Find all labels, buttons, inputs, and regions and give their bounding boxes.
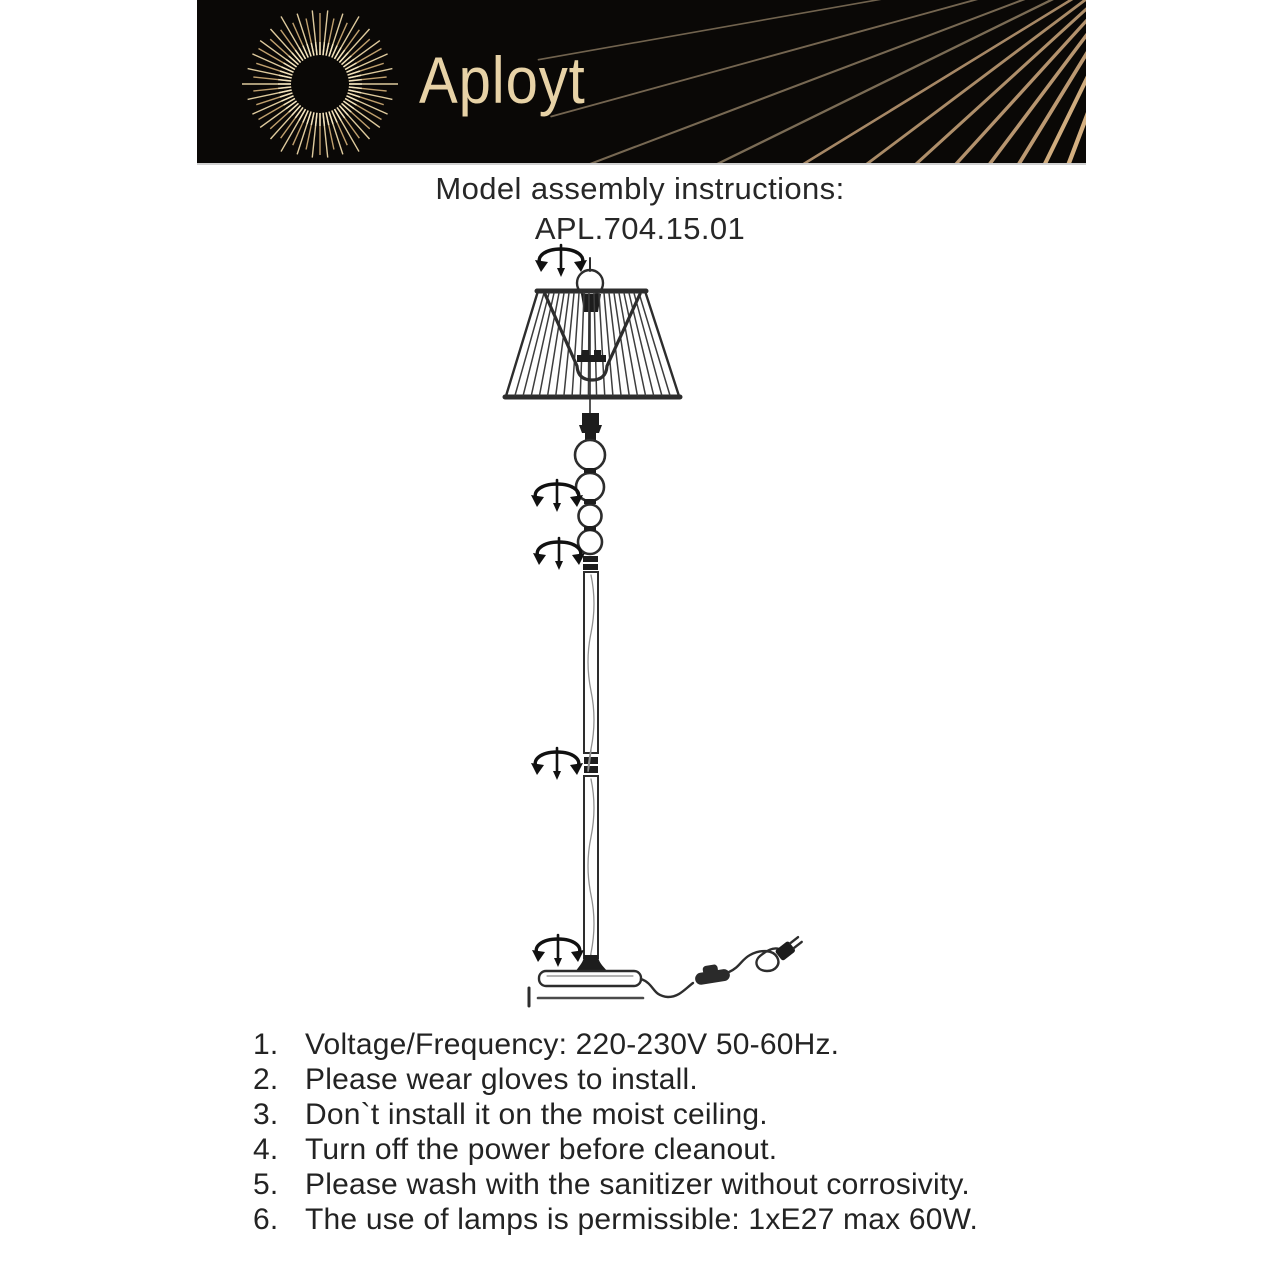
glass-sphere — [578, 530, 602, 554]
sphere-joint — [584, 468, 596, 473]
instruction-item — [253, 1062, 978, 1097]
brand-name: Aployt — [419, 43, 586, 117]
rotate-arrow-icon — [531, 748, 583, 780]
item-text: Please wear gloves to install. — [305, 1063, 698, 1096]
item-text: Don`t install it on the moist ceiling. — [305, 1098, 768, 1131]
item-number: 5. — [253, 1168, 279, 1201]
sphere-joint — [584, 526, 596, 531]
instruction-item — [253, 1202, 978, 1237]
harp-bracket-nub — [582, 350, 589, 356]
page-title: Model assembly instructions: — [435, 171, 845, 206]
item-text: Turn off the power before cleanout. — [305, 1133, 778, 1166]
item-text: Please wash with the sanitizer without corrosivity. — [305, 1168, 970, 1201]
rotate-arrow-icon — [533, 538, 585, 570]
instruction-item — [253, 1132, 978, 1167]
power-plug — [775, 934, 804, 961]
shade-left-side — [506, 291, 538, 396]
lamp-socket — [582, 413, 599, 425]
instruction-item — [253, 1097, 978, 1132]
socket-neck — [585, 433, 596, 441]
harp-bracket-nub — [594, 350, 601, 356]
banner-decoration — [197, 0, 1086, 163]
instruction-list — [253, 1027, 978, 1237]
rotate-arrow-icon — [532, 935, 584, 967]
item-number: 2. — [253, 1063, 279, 1096]
rotate-arrow-icon — [535, 245, 587, 277]
lamp-base — [539, 971, 641, 986]
brand-banner — [197, 0, 1086, 165]
shade-pleats — [515, 293, 670, 395]
glass-sphere — [576, 473, 604, 501]
power-cord — [641, 979, 693, 997]
instruction-item — [253, 1167, 978, 1202]
rotate-arrow-icon — [531, 480, 583, 512]
sphere-joint — [584, 499, 596, 504]
model-number: APL.704.15.01 — [534, 211, 746, 246]
ray-fan-icon — [538, 0, 1086, 163]
item-number: 6. — [253, 1203, 279, 1236]
harp — [545, 294, 640, 380]
harp-bracket — [577, 355, 606, 362]
cord-loop — [729, 948, 779, 972]
lower-pole — [584, 776, 598, 958]
socket-flange — [579, 425, 602, 433]
item-number: 1. — [253, 1028, 279, 1061]
inline-switch — [693, 962, 730, 985]
pole-joint — [584, 766, 598, 773]
starburst-icon — [242, 10, 398, 157]
pole-coupler — [583, 556, 598, 562]
pole-foot — [576, 955, 607, 971]
glass-sphere — [575, 440, 605, 470]
shade-right-side — [645, 291, 679, 396]
finial-ball — [577, 270, 603, 296]
glass-sphere — [579, 505, 602, 528]
rotate-arrow-icons — [531, 245, 587, 967]
title-block — [0, 169, 1280, 249]
upper-pole — [584, 572, 598, 753]
item-text: The use of lamps is permissible: 1xE27 max 60W. — [305, 1203, 979, 1236]
pole-wire-texture — [588, 575, 594, 975]
item-number: 4. — [253, 1133, 279, 1166]
shade-top-fitting — [581, 294, 601, 312]
item-number: 3. — [253, 1098, 279, 1131]
instruction-item — [253, 1027, 978, 1062]
item-text: Voltage/Frequency: 220-230V 50-60Hz. — [305, 1028, 840, 1061]
pole-coupler — [583, 564, 598, 570]
pole-joint — [584, 757, 598, 764]
